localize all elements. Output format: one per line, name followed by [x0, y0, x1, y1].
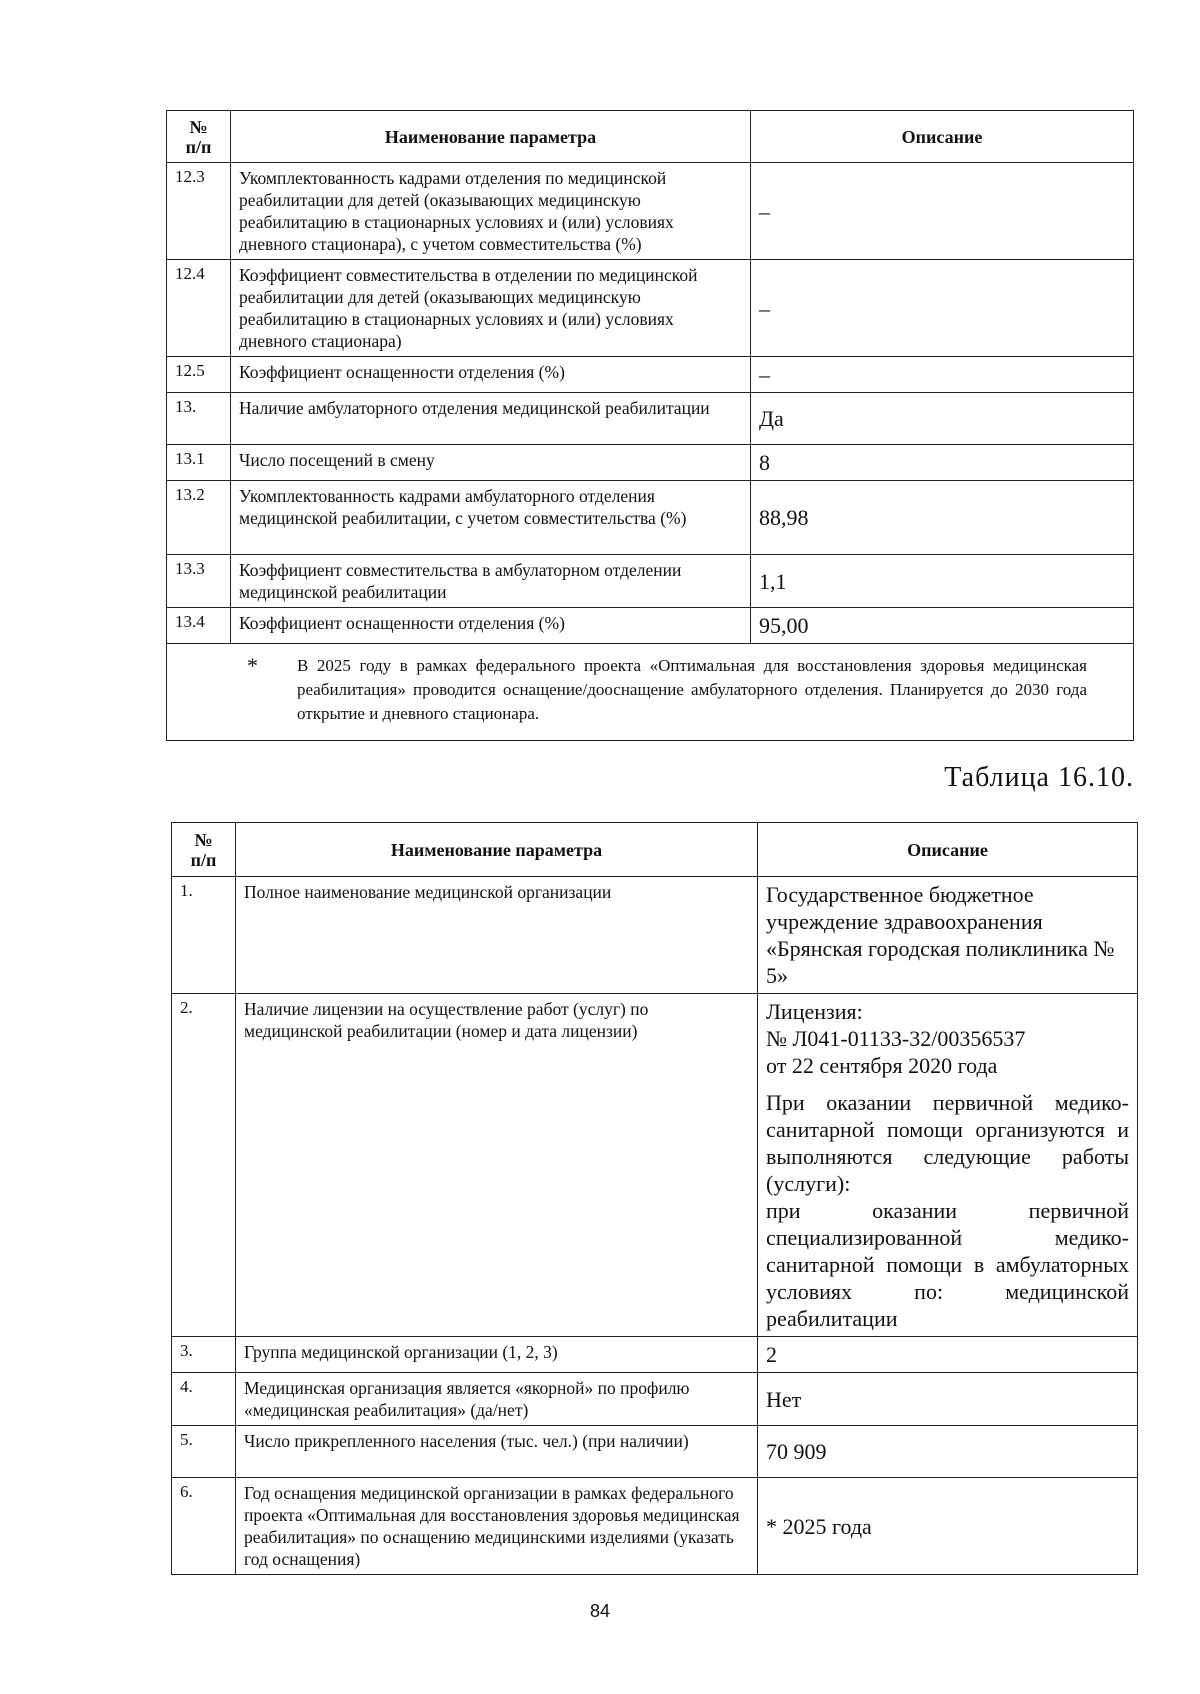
- table-header-row: [172, 823, 1138, 877]
- table-continued: [166, 110, 1134, 741]
- table-row: [167, 608, 1134, 644]
- row-desc: 88,98: [751, 481, 1134, 555]
- row-num: 1.: [172, 877, 236, 994]
- row-param: Полное наименование медицинской организации: [236, 877, 758, 994]
- table-row: [167, 260, 1134, 357]
- row-num: 13.2: [167, 481, 231, 555]
- row-desc: Государственное бюджетное учреждение здравоохранения «Брянская городская поликлиника № 5»: [758, 877, 1138, 994]
- header-param: Наименование параметра: [236, 823, 758, 877]
- row-num: 6.: [172, 1478, 236, 1575]
- row-param: Число прикрепленного населения (тыс. чел.) (при наличии): [236, 1426, 758, 1478]
- table-row: [167, 555, 1134, 608]
- row-desc: 70 909: [758, 1426, 1138, 1478]
- table-row: [172, 1426, 1138, 1478]
- row-param: Наличие амбулаторного отделения медицинской реабилитации: [231, 393, 751, 445]
- table-16-10: [171, 822, 1138, 1575]
- row-desc: Да: [751, 393, 1134, 445]
- table-row: [167, 445, 1134, 481]
- table-header-row: [167, 111, 1134, 163]
- row-num: 13.3: [167, 555, 231, 608]
- row-num: 4.: [172, 1373, 236, 1426]
- row-num: 3.: [172, 1337, 236, 1373]
- row-desc: –: [751, 260, 1134, 357]
- row-param: Коэффициент совместительства в амбулаторном отделении медицинской реабилитации: [231, 555, 751, 608]
- license-info: Лицензия: № Л041-01133-32/00356537 от 22 сентября 2020 года: [766, 999, 1026, 1078]
- header-num: № п/п: [172, 823, 236, 877]
- row-param: Число посещений в смену: [231, 445, 751, 481]
- row-desc: [758, 994, 1138, 1337]
- row-num: 2.: [172, 994, 236, 1337]
- row-num: 5.: [172, 1426, 236, 1478]
- row-param: Коэффициент оснащенности отделения (%): [231, 357, 751, 393]
- table-note-row: [167, 644, 1134, 741]
- page-number: 84: [589, 1601, 611, 1621]
- row-num: 13.: [167, 393, 231, 445]
- row-desc: * 2025 года: [758, 1478, 1138, 1575]
- row-num: 13.1: [167, 445, 231, 481]
- works-info: При оказании первичной медико-санитарной помощи организуются и выполняются следующие работы (услуги):: [766, 1090, 1129, 1196]
- row-param: Год оснащения медицинской организации в рамках федерального проекта «Оптимальная для восстановления здоровья медицинская реабилитация» по оснащению медицинскими изделиями (указать год оснащения): [236, 1478, 758, 1575]
- row-desc: –: [751, 163, 1134, 260]
- row-param: Коэффициент совместительства в отделении по медицинской реабилитации для детей (оказывающих медицинскую реабилитацию в стационарных условиях и (или) условиях дневного стационара): [231, 260, 751, 357]
- row-param: Медицинская организация является «якорной» по профилю «медицинская реабилитация» (да/нет): [236, 1373, 758, 1426]
- row-desc: –: [751, 357, 1134, 393]
- row-num: 12.3: [167, 163, 231, 260]
- table-caption: Таблица 16.10.: [944, 762, 1134, 793]
- row-desc: 95,00: [751, 608, 1134, 644]
- header-desc: Описание: [751, 111, 1134, 163]
- row-param: Коэффициент оснащенности отделения (%): [231, 608, 751, 644]
- row-param: Укомплектованность кадрами амбулаторного отделения медицинской реабилитации, с учетом совместительства (%): [231, 481, 751, 555]
- table-row: [172, 1373, 1138, 1426]
- table-row: [167, 393, 1134, 445]
- works-info-2: при оказании первичной специализированной медико-санитарной помощи в амбулаторных условиях по: медицинской реабилитации: [766, 1198, 1129, 1331]
- row-desc: 8: [751, 445, 1134, 481]
- header-num: № п/п: [167, 111, 231, 163]
- table-row: [167, 357, 1134, 393]
- row-num: 13.4: [167, 608, 231, 644]
- table-row: [172, 877, 1138, 994]
- row-num: 12.5: [167, 357, 231, 393]
- header-desc: Описание: [758, 823, 1138, 877]
- table-row: [172, 1337, 1138, 1373]
- table-row: [167, 481, 1134, 555]
- table-row: [167, 163, 1134, 260]
- row-param: Группа медицинской организации (1, 2, 3): [236, 1337, 758, 1373]
- table-row: [172, 994, 1138, 1337]
- row-param: Укомплектованность кадрами отделения по медицинской реабилитации для детей (оказывающих медицинскую реабилитацию в стационарных условиях и (или) условиях дневного стационара), с учетом совместительства (%): [231, 163, 751, 260]
- row-param: Наличие лицензии на осуществление работ (услуг) по медицинской реабилитации (номер и дата лицензии): [236, 994, 758, 1337]
- note-text: В 2025 году в рамках федерального проекта «Оптимальная для восстановления здоровья медицинская реабилитация» проводится оснащение/дооснащение амбулаторного отделения. Планируется до 2030 года открытие и дневного стационара.: [297, 656, 1087, 723]
- table-row: [172, 1478, 1138, 1575]
- note-asterisk: *: [247, 653, 258, 678]
- row-desc: 2: [758, 1337, 1138, 1373]
- row-num: 12.4: [167, 260, 231, 357]
- header-param: Наименование параметра: [231, 111, 751, 163]
- row-desc: Нет: [758, 1373, 1138, 1426]
- row-desc: 1,1: [751, 555, 1134, 608]
- table-note: [167, 644, 1134, 741]
